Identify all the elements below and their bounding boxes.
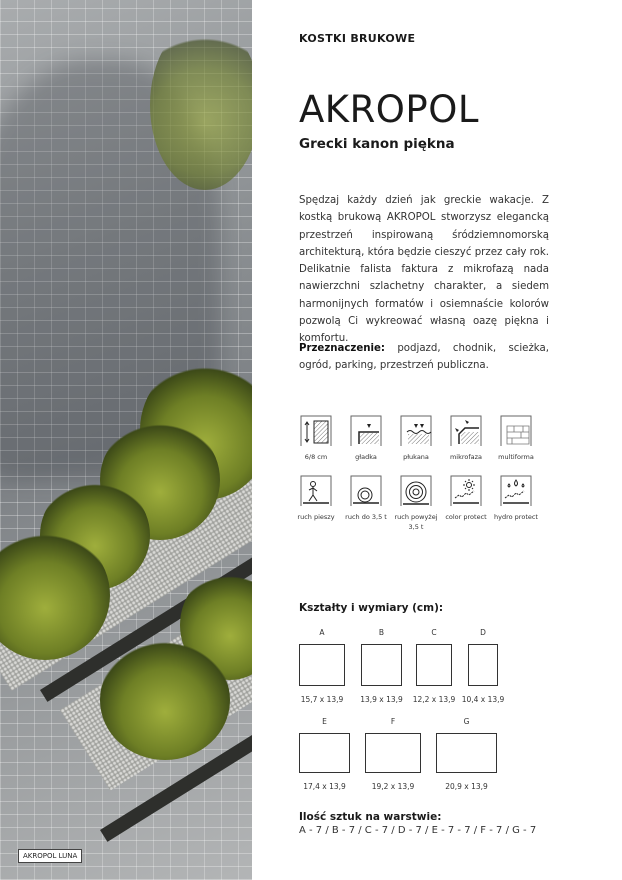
- shapes-title: Kształty i wymiary (cm):: [299, 602, 444, 614]
- purpose-value: podjazd, chodnik, scieżka, ogród, parking, przestrzeń publiczna.: [299, 343, 549, 372]
- thickness-icon: [299, 414, 333, 448]
- smooth-surface-icon: [349, 414, 383, 448]
- shape-letter: B: [378, 628, 385, 637]
- shape-size: 15,7 x 13,9: [300, 695, 344, 704]
- shape-size: 20,9 x 13,9: [445, 782, 488, 791]
- feature-label: 6/8 cm: [304, 453, 328, 461]
- shape-size: 19,2 x 13,9: [371, 782, 415, 791]
- multiform-icon: [499, 414, 533, 448]
- feature-microbevel: [441, 414, 491, 462]
- feature-label: hydro protect: [494, 513, 538, 521]
- washed-surface-icon: [399, 414, 433, 448]
- feature-label: color protect: [445, 513, 487, 521]
- feature-label: multiforma: [498, 453, 534, 461]
- wheel-icon: [349, 474, 383, 508]
- product-title: AKROPOL: [299, 88, 479, 131]
- product-photo: [0, 0, 252, 880]
- photo-caption: AKROPOL LUNA: [18, 849, 82, 863]
- feature-label: ruch powyżej 3,5 t: [394, 513, 438, 531]
- shape-size: 13,9 x 13,9: [360, 695, 403, 704]
- feature-washed-surface: [391, 414, 441, 462]
- feature-icons: [299, 414, 549, 532]
- pedestrian-icon: [299, 474, 333, 508]
- shape-size: 17,4 x 13,9: [303, 782, 346, 791]
- quantity-value: A - 7 / B - 7 / C - 7 / D - 7 / E - 7 - 7 / F - 7 / G - 7: [299, 825, 537, 836]
- feature-sun: [441, 474, 491, 532]
- feature-thickness: [291, 414, 341, 462]
- category-label: KOSTKI BRUKOWE: [299, 32, 416, 45]
- shape-letter: G: [463, 717, 470, 726]
- purpose-text: [299, 340, 549, 375]
- feature-water-drops: [491, 474, 541, 532]
- product-description: Spędzaj każdy dzień jak greckie wakacje. Z kostką brukową AKROPOL stworzysz elegancką przestrzeń inspirowaną śródziemnomorską architekturą, która będzie cieszyć przez cały rok. Delikatnie falista faktura z mikrofazą nada nawierzchni szlachetny charakter, a siedem harmonijnych formatów i osiemnaście kolorów pozwolą Ci wykreować własną oazę piękna i komfortu.: [299, 195, 549, 345]
- large-wheel-icon: [399, 474, 433, 508]
- shape-letter: F: [390, 717, 396, 726]
- shape-outline-d: [468, 644, 498, 686]
- shape-letter: C: [431, 628, 437, 637]
- product-subtitle: Grecki kanon piękna: [299, 136, 455, 152]
- feature-smooth-surface: [341, 414, 391, 462]
- shape-outline-g: [436, 733, 497, 773]
- feature-label: płukana: [403, 453, 429, 461]
- shape-outline-f: [365, 733, 421, 773]
- feature-multiform: [491, 414, 541, 462]
- microbevel-icon: [449, 414, 483, 448]
- shape-letter: A: [319, 628, 325, 637]
- feature-label: gładka: [355, 453, 377, 461]
- water-drops-icon: [499, 474, 533, 508]
- feature-large-wheel: [391, 474, 441, 532]
- feature-wheel: [341, 474, 391, 532]
- feature-label: ruch do 3,5 t: [345, 513, 387, 521]
- shape-letter: E: [322, 717, 327, 726]
- quantity-title: Ilość sztuk na warstwie:: [299, 811, 442, 823]
- shape-size: 10,4 x 13,9: [461, 695, 505, 704]
- feature-label: mikrofaza: [449, 453, 483, 461]
- shape-outline-a: [299, 644, 345, 686]
- shape-outline-b: [361, 644, 402, 686]
- shape-outline-c: [416, 644, 452, 686]
- feature-pedestrian: [291, 474, 341, 532]
- feature-label: ruch pieszy: [297, 513, 335, 521]
- shape-outline-e: [299, 733, 350, 773]
- shape-letter: D: [480, 628, 486, 637]
- purpose-label: Przeznaczenie:: [299, 343, 385, 354]
- sun-icon: [449, 474, 483, 508]
- shape-size: 12,2 x 13,9: [412, 695, 456, 704]
